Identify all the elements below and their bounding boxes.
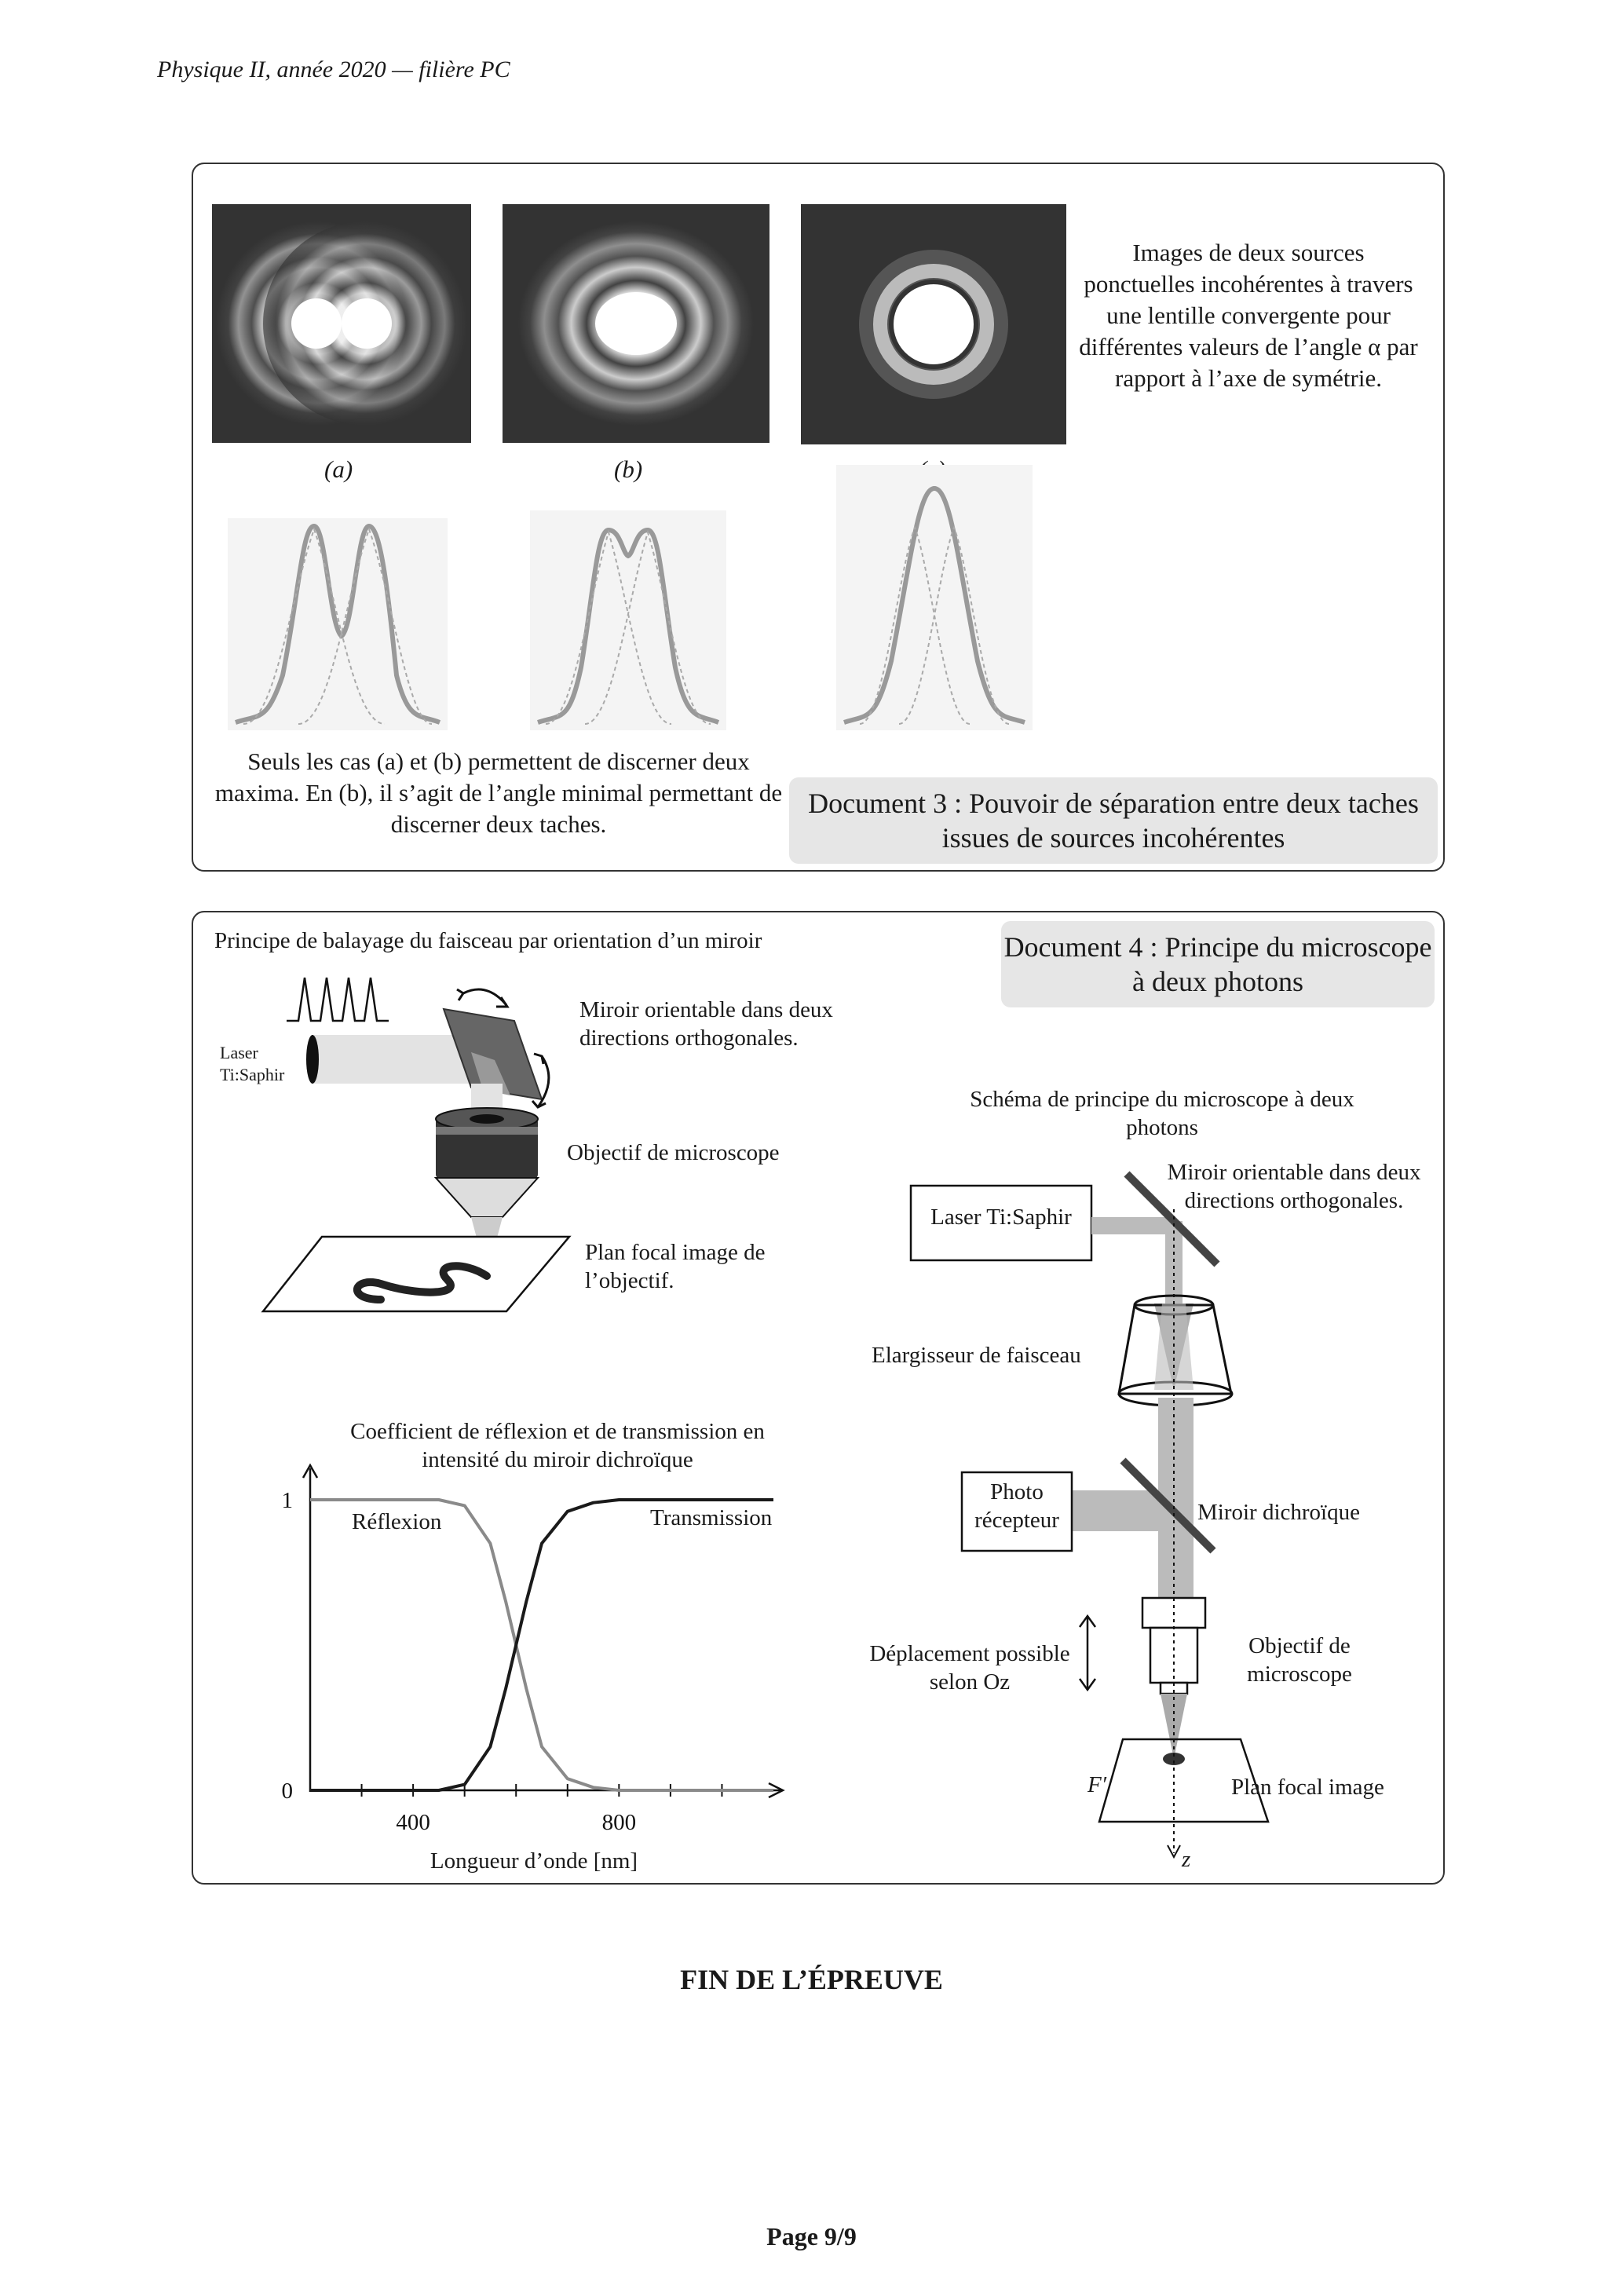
laser-small-label-2: Ti:Saphir bbox=[220, 1065, 285, 1084]
diffraction-image-b bbox=[503, 204, 769, 443]
label-b: (b) bbox=[614, 455, 643, 483]
series-label-transmission: Transmission bbox=[650, 1505, 773, 1530]
scan-mirror-label: Miroir orientable dans deux directions orthogonales. bbox=[579, 997, 833, 1051]
f-prime-label: F′ bbox=[1087, 1772, 1107, 1797]
y-tick-label: 1 bbox=[281, 1488, 293, 1513]
doc3-note: Seuls les cas (a) et (b) permettent de discerner deux maxima. En (b), il s’agit de l’angle minimal permettant de discerner deux taches. bbox=[214, 748, 783, 838]
focal-plane-label: Plan focal image de l’objectif. bbox=[585, 1240, 766, 1293]
displacement-label: Déplacement possible selon Oz bbox=[869, 1641, 1070, 1695]
pulse-train bbox=[287, 978, 389, 1021]
photodetector-label: Photo récepteur bbox=[974, 1479, 1059, 1533]
end-of-exam: FIN DE L’ÉPREUVE bbox=[680, 1964, 943, 1995]
objective-label: Objectif de microscope bbox=[567, 1140, 780, 1165]
x-tick-label: 800 bbox=[601, 1810, 637, 1835]
scan-title: Principe de balayage du faisceau par orientation d’un miroir bbox=[214, 928, 762, 953]
rotation-arrow-icon bbox=[463, 989, 506, 1005]
page-header: Physique II, année 2020 — filière PC bbox=[157, 57, 510, 82]
z-axis-label: z bbox=[1182, 1847, 1191, 1872]
intensity-profile-b bbox=[530, 510, 726, 730]
series-label-reflexion: Réflexion bbox=[352, 1509, 442, 1534]
label-a: (a) bbox=[324, 455, 353, 483]
diffraction-image-a bbox=[212, 204, 471, 443]
diffraction-image-c bbox=[801, 204, 1066, 444]
chart-title: Coefficient de réflexion et de transmission en intensité du miroir dichroïque bbox=[350, 1419, 765, 1472]
dichroic-label: Miroir dichroïque bbox=[1197, 1500, 1360, 1525]
schema-title: Schéma de principe du microscope à deux photons bbox=[970, 1087, 1354, 1140]
intensity-profile-a bbox=[228, 518, 448, 730]
laser-aperture bbox=[306, 1035, 319, 1084]
chart-xlabel: Longueur d’onde [nm] bbox=[430, 1848, 638, 1874]
laser-small-label-1: Laser bbox=[220, 1043, 258, 1062]
y-tick-label: 0 bbox=[281, 1779, 293, 1804]
objective2-label: Objectif de microscope bbox=[1247, 1633, 1352, 1687]
focal-plane2-label: Plan focal image bbox=[1231, 1775, 1384, 1800]
scan-mirror2-label: Miroir orientable dans deux directions orthogonales. bbox=[1167, 1160, 1421, 1213]
laser-box-label: Laser Ti:Saphir bbox=[930, 1205, 1072, 1230]
x-tick-label: 400 bbox=[396, 1810, 430, 1835]
focal-plane-icon bbox=[263, 1237, 569, 1311]
intensity-profile-c bbox=[836, 465, 1033, 730]
scanning-schematic bbox=[212, 966, 573, 1335]
expander-label: Elargisseur de faisceau bbox=[872, 1343, 1081, 1368]
doc3-caption: Document 3 : Pouvoir de séparation entre deux taches issues de sources incohérentes bbox=[789, 777, 1438, 864]
page-number: Page 9/9 bbox=[766, 2222, 857, 2250]
doc3-description: Images de deux sources ponctuelles incohérentes à travers une lentille convergente pour différentes valeurs de l’angle α par rapport à l’axe de symétrie. bbox=[1079, 239, 1418, 392]
doc4-caption: Document 4 : Principe du microscope à deux photons bbox=[1001, 921, 1435, 1007]
